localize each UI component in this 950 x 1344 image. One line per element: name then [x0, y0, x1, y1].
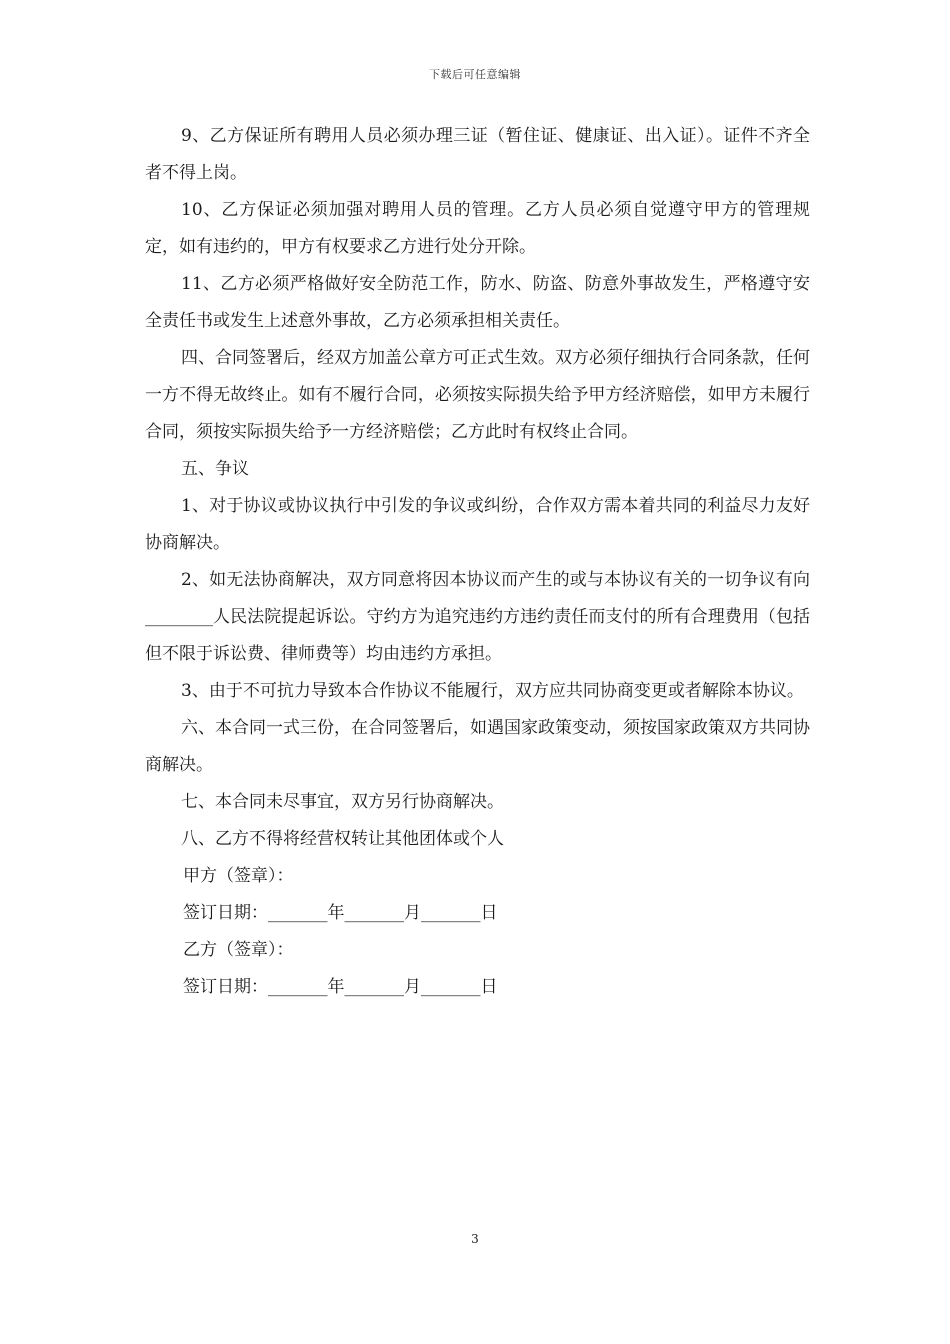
party-b-date-line: 签订日期：_______年_______月_______日	[183, 977, 498, 997]
party-a-date-line: 签订日期：_______年_______月_______日	[183, 903, 498, 923]
clause-10: 10、乙方保证必须加强对聘用人员的管理。乙方人员必须自觉遵守甲方的管理规定，如有违约的，甲方有权要求乙方进行处分开除。	[145, 200, 810, 257]
dispute-clause-3: 3、由于不可抗力导致本合作协议不能履行，双方应共同协商变更或者解除本协议。	[181, 681, 804, 701]
section-five-heading: 五、争议	[181, 459, 249, 479]
party-b-signature-line: 乙方（签章）：	[183, 940, 294, 960]
party-a-signature-line: 甲方（签章）：	[183, 866, 294, 886]
section-seven-other-matters: 七、本合同未尽事宜，双方另行协商解决。	[181, 792, 504, 812]
section-six-copies: 六、本合同一式三份，在合同签署后，如遇国家政策变动，须按国家政策双方共同协商解决。	[145, 718, 810, 775]
clause-9: 9、乙方保证所有聘用人员必须办理三证（暂住证、健康证、出入证）。证件不齐全者不得上岗。	[145, 126, 810, 183]
page-header: 下载后可任意编辑	[429, 68, 521, 81]
clause-11: 11、乙方必须严格做好安全防范工作，防水、防盗、防意外事故发生，严格遵守安全责任书或发生上述意外事故，乙方必须承担相关责任。	[145, 274, 810, 331]
document-body	[145, 118, 810, 1006]
page-number: 3	[471, 1232, 479, 1246]
section-four-effectiveness: 四、合同签署后，经双方加盖公章方可正式生效。双方必须仔细执行合同条款，任何一方不得无故终止。如有不履行合同，必须按实际损失给予甲方经济赔偿，如甲方未履行合同，须按实际损失给予一方经济赔偿；乙方此时有权终止合同。	[145, 348, 810, 442]
dispute-clause-2: 2、如无法协商解决，双方同意将因本协议而产生的或与本协议有关的一切争议有向________人民法院提起诉讼。守约方为追究违约方违约责任而支付的所有合理费用（包括但不限于诉讼费、律师费等）均由违约方承担。	[145, 570, 810, 664]
dispute-clause-1: 1、对于协议或协议执行中引发的争议或纠纷，合作双方需本着共同的利益尽力友好协商解决。	[145, 496, 810, 553]
section-eight-transfer: 八、乙方不得将经营权转让其他团体或个人	[181, 829, 504, 849]
